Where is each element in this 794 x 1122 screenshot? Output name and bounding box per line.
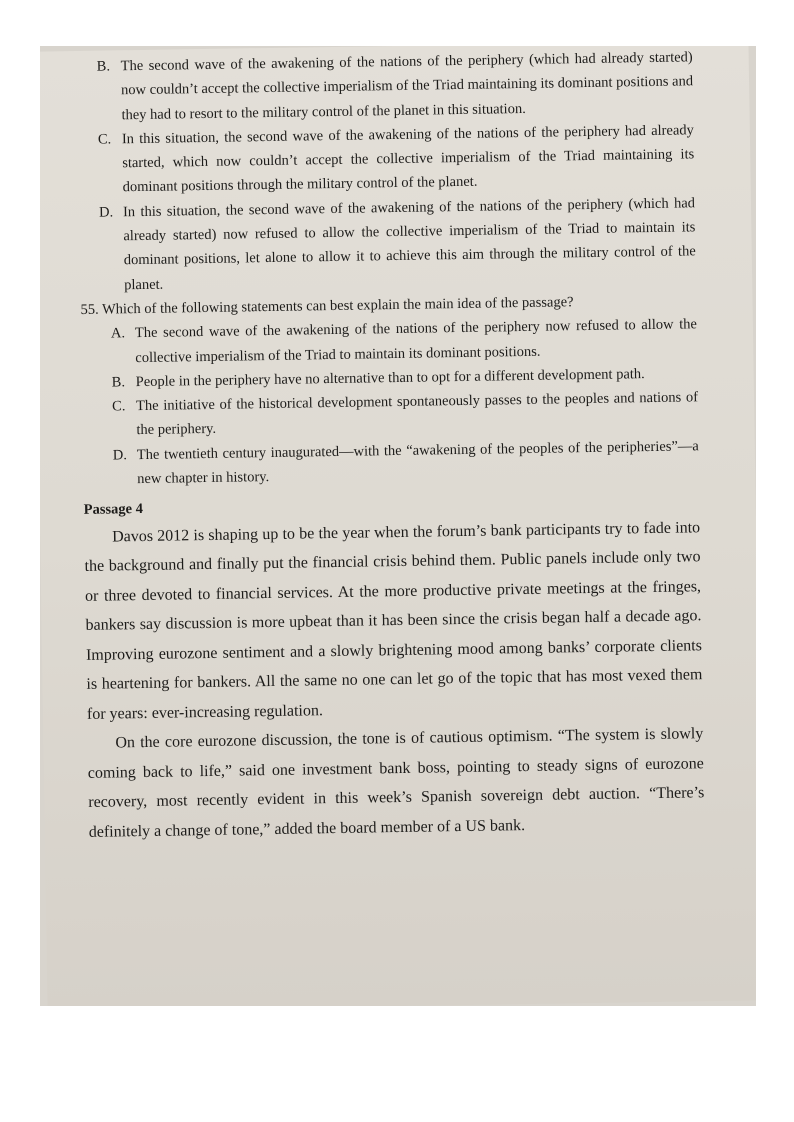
option-a: A. The second wave of the awakening of the nations of the periphery now refused to allow the collective imperialism of the Triad to maintain its dominant positions. (110, 316, 697, 366)
question-55-options (111, 313, 700, 492)
paper-sheet (40, 46, 756, 1006)
passage-paragraph: On the core eurozone discussion, the tone is of cautious optimism. “The system is slowly coming back to life,” said one investment bank boss, pointing to steady signs of eurozone recovery, most recently evident in this week’s Spanish sovereign debt auction. “There’s definitely a change of tone,” added the board member of a US bank. (87, 725, 705, 841)
passage-title: Passage 4 (83, 501, 144, 519)
previous-options (97, 46, 697, 298)
option-d-prev: D. In this situation, the second wave of the awakening of the nations of the periphery (which had already started) now refused to allow the collective imperialism of the Triad to maintain its dominant positions, let alone to allow it to achieve this aim through the military control of the planet. (98, 195, 696, 293)
question-55: 55. Which of the following statements can best explain the main idea of the passage? (80, 294, 574, 318)
option-b: B. People in the periphery have no alternative than to opt for a different development path. (111, 365, 645, 391)
photographed-page (40, 46, 756, 1006)
option-d: D. The twentieth century inaugurated—with the “awakening of the peoples of the peripheries”—a new chapter in history. (112, 438, 699, 488)
page-text (80, 46, 705, 847)
option-c: C. The initiative of the historical development spontaneously passes to the peoples and nations of the periphery. (111, 389, 699, 439)
option-b-prev: B. The second wave of the awakening of the nations of the periphery (which had already started) now couldn’t accept the collective imperialism of the Triad maintaining its dominant positions and they had to resort to the military control of the planet in this situation. (96, 49, 694, 123)
passage-paragraph: Davos 2012 is shaping up to be the year when the forum’s bank participants try to fade into the background and finally put the financial crisis behind them. Public panels include only two or three devoted to financial services. At the more productive private meetings at the fringes, bankers say discussion is more upbeat than it has been since the crisis began half a decade ago. Improving eurozone sentiment and a slowly brightening mood among banks’ corporate clients is heartening for bankers. All the same no one can let go of the topic that has most vexed them for years: ever-increasing regulation. (84, 518, 703, 723)
option-c-prev: C. In this situation, the second wave of the awakening of the nations of the periphery had already started, which now couldn’t accept the collective imperialism of the Triad maintaining its dominant positions through the military control of the planet. (97, 122, 695, 196)
